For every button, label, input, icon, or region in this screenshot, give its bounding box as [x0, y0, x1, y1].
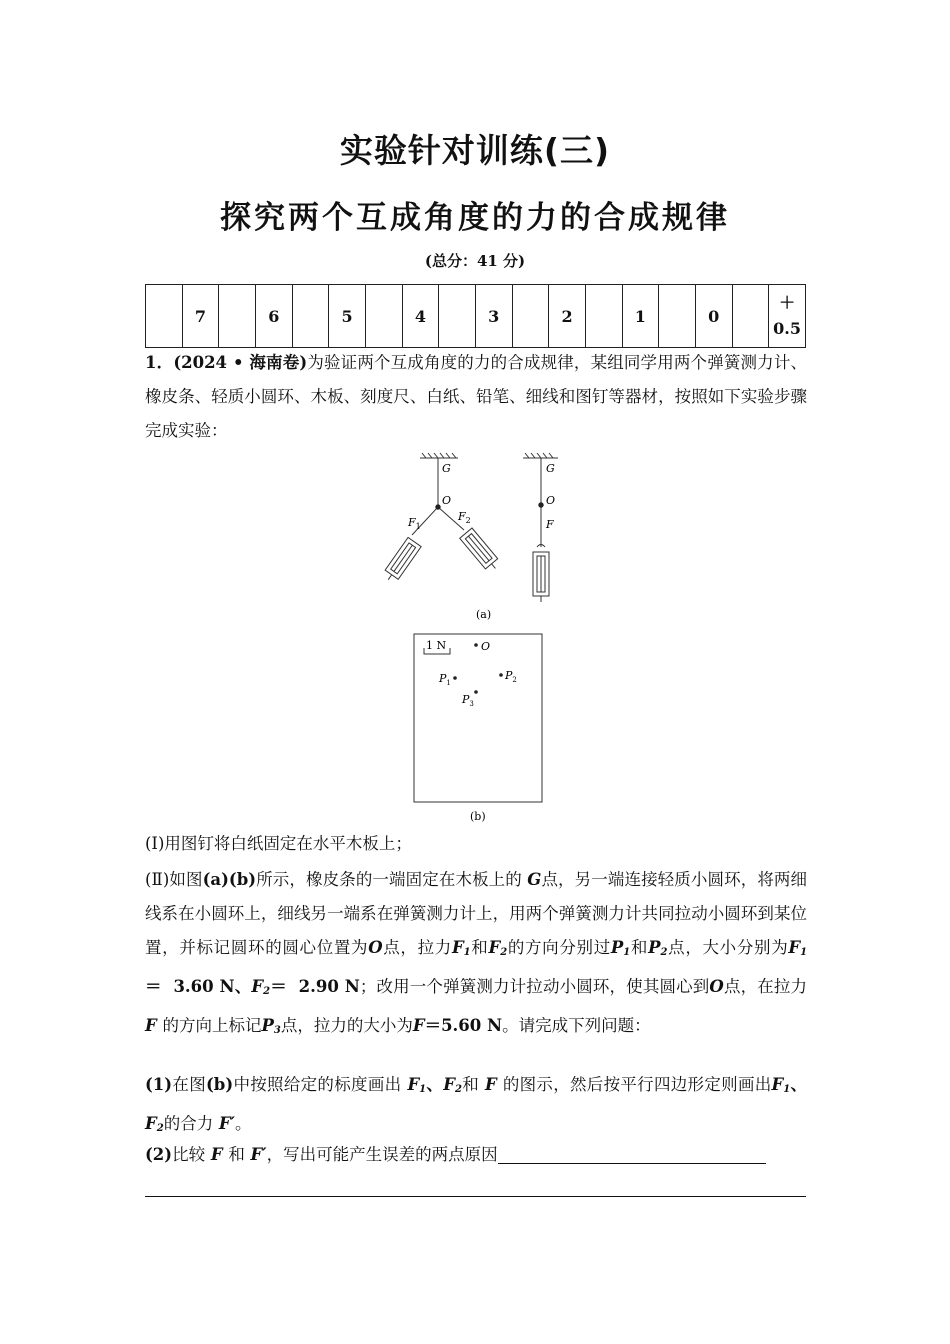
paper-frame	[414, 634, 542, 802]
score-cell[interactable]: 1	[622, 285, 659, 348]
question-1: (1)在图(b)中按照给定的标度画出 $F_1$、$F_2$和 F 的图示，然后按平行四边形定则画出$F_1$、$F_2$的合力 F′。	[145, 1075, 808, 1134]
label-F1-left: $F_1$	[408, 516, 421, 531]
question-2: (2)比较 F 和 F′，写出可能产生误差的两点原因	[145, 1138, 807, 1172]
label-F-right: F	[546, 518, 554, 531]
F2-value: 2.90 N	[298, 977, 360, 996]
score-table	[145, 284, 806, 348]
score-cell[interactable]: 4	[402, 285, 439, 348]
scale-label: 1 N	[426, 639, 447, 652]
point-P1	[453, 676, 457, 680]
question-intro-text: 为验证两个互成角度的力的合成规律，某组同学用两个弹簧测力计、橡皮条、轻质小圆环、木板、刻度尺、白纸、铅笔、细线和图钉等器材，按照如下实验步骤完成实验：	[145, 353, 808, 440]
score-cell[interactable]	[439, 285, 476, 348]
label-P2: $P_2$	[505, 669, 517, 684]
score-cell[interactable]: 6	[255, 285, 292, 348]
label-F2-left: $F_2$	[458, 510, 471, 525]
label-P3: $P_3$	[462, 693, 474, 708]
figure-b	[410, 630, 550, 825]
point-P3	[474, 690, 478, 694]
step-1: (Ⅰ)用图钉将白纸固定在水平木板上；	[145, 834, 412, 853]
question-number: 1．	[145, 353, 174, 372]
label-G-left: G	[442, 462, 451, 475]
total-score: (总分：41 分)	[424, 252, 526, 270]
score-cell[interactable]: 0	[695, 285, 732, 348]
score-cell[interactable]: 3	[475, 285, 512, 348]
answer-blank-1[interactable]	[498, 1143, 766, 1164]
F-value: 5.60 N	[441, 1016, 503, 1035]
score-cell[interactable]	[219, 285, 256, 348]
score-cell-bonus[interactable]: ＋ 0.5	[769, 285, 806, 348]
score-cell[interactable]	[146, 285, 183, 348]
label-O: O	[481, 640, 491, 653]
score-cell[interactable]: 7	[182, 285, 219, 348]
label-O-left: O	[442, 494, 452, 507]
score-cell[interactable]: 5	[329, 285, 366, 348]
score-cell[interactable]: 2	[549, 285, 586, 348]
score-cell[interactable]	[365, 285, 402, 348]
page-title: 实验针对训练(三)	[339, 131, 611, 170]
point-P2	[499, 673, 503, 677]
label-P1: $P_1$	[439, 672, 451, 687]
point-O-right	[539, 503, 543, 507]
answer-blank-2[interactable]	[145, 1176, 806, 1197]
figure-b-caption: (b)	[470, 810, 486, 823]
question-source: (2024 • 海南卷)	[173, 353, 308, 372]
page-subtitle: 探究两个互成角度的力的合成规律	[220, 200, 730, 236]
score-cell[interactable]	[585, 285, 622, 348]
figure-a-caption: (a)	[476, 608, 492, 621]
step-2: (Ⅱ)如图(a)(b)所示，橡皮条的一端固定在木板上的 G点，另一端连接轻质小圆环，将两细线系在小圆环上，细线另一端系在弹簧测力计上，用两个弹簧测力计共同拉动小圆环到某位置，并标记圆环的圆心位置为O点，拉力$F_1$和$F_2$的方向分别过$P_1$和$P_2$点，大小分别为$F_1= 3.60$ N、$F_2= 2.90$ N；改用一个弹簧测力计拉动小圆环，使其圆心到O点，在拉力 F 的方向上标记$P_3$点，拉力的大小为F＝5.60 N。请完成下列问题：	[145, 870, 808, 1036]
F1-value: 3.60 N	[173, 977, 235, 996]
point-O-left	[436, 505, 440, 509]
figure-a	[380, 450, 580, 625]
score-cell[interactable]	[732, 285, 769, 348]
point-O	[474, 643, 478, 647]
score-cell[interactable]	[659, 285, 696, 348]
question-intro	[145, 346, 807, 448]
score-cell[interactable]	[512, 285, 549, 348]
label-O-right: O	[546, 494, 556, 507]
score-cell[interactable]	[292, 285, 329, 348]
label-G-right: G	[546, 462, 555, 475]
